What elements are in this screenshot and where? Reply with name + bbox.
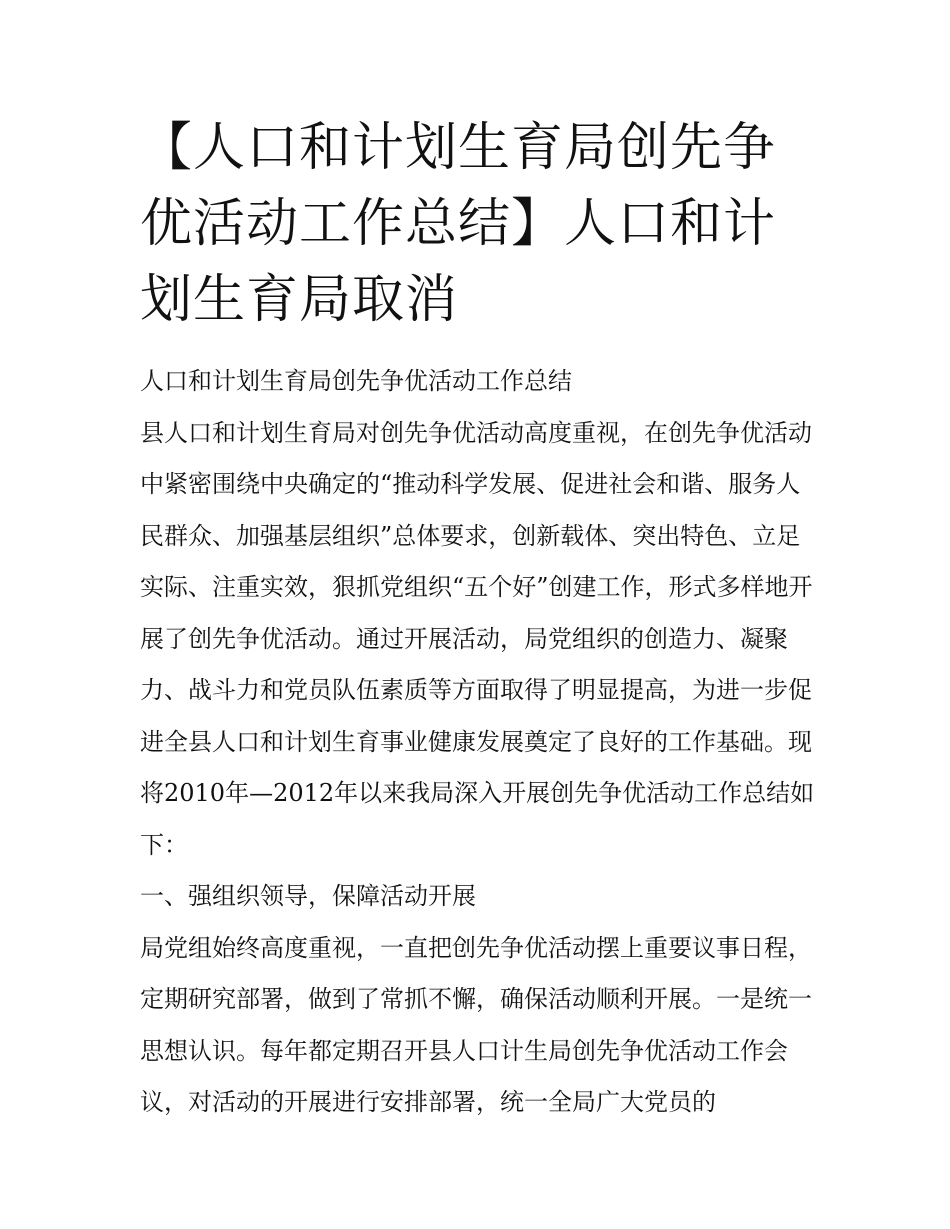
subtitle-paragraph: 人口和计划生育局创先争优活动工作总结 bbox=[140, 367, 572, 395]
document-body bbox=[140, 356, 815, 1129]
section-paragraph: 局党组始终高度重视，一直把创先争优活动摆上重要议事日程，定期研究部署，做到了常抓不懈，确保活动顺利开展。一是统一思想认识。每年都定期召开县人口计生局创先争优活动工作会议，对活动的开展进行安排部署，统一全局广大党员的 bbox=[140, 933, 812, 1116]
intro-paragraph: 县人口和计划生育局对创先争优活动高度重视，在创先争优活动中紧密围绕中央确定的“推动科学发展、促进社会和谐、服务人民群众、加强基层组织”总体要求，创新载体、突出特色、立足实际、注重实效，狠抓党组织“五个好”创建工作，形式多样地开展了创先争优活动。通过开展活动，局党组织的创造力、凝聚力、战斗力和党员队伍素质等方面取得了明显提高，为进一步促进全县人口和计划生育事业健康发展奠定了良好的工作基础。现将2010年—2012年以来我局深入开展创先争优活动工作总结如下： bbox=[140, 418, 815, 859]
document-title: 【人口和计划生育局创先争优活动工作总结】人口和计划生育局取消 bbox=[140, 118, 777, 330]
document-page bbox=[140, 110, 815, 1129]
section-heading: 一、强组织领导，保障活动开展 bbox=[140, 882, 476, 910]
